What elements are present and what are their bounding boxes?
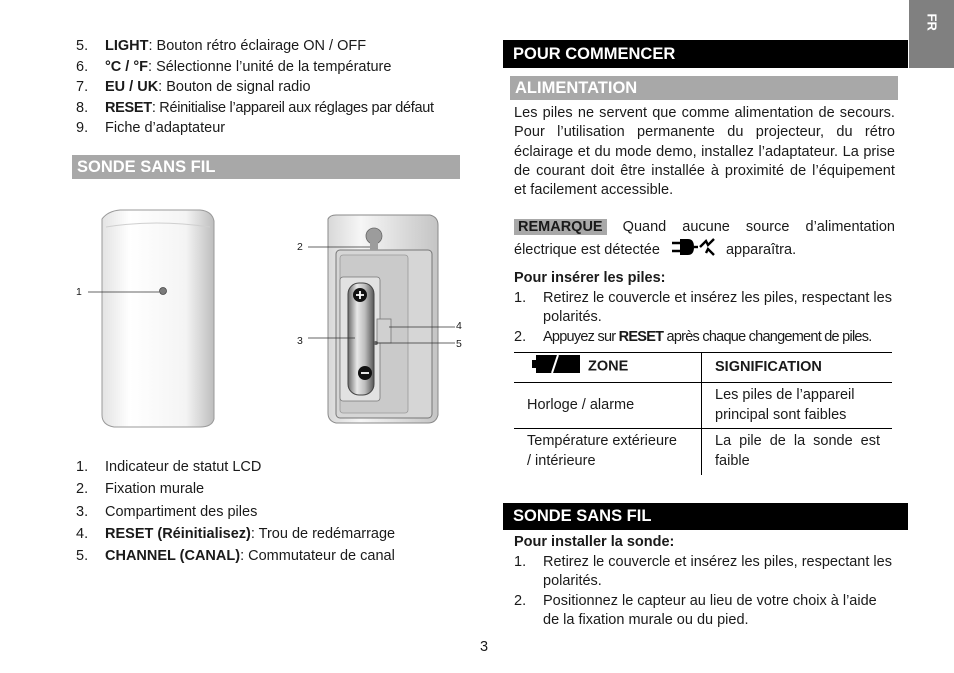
list-item: 2. Positionnez le capteur au lieu de votre choix à l’aide de la fixation murale ou du pied. xyxy=(514,592,877,628)
page-number: 3 xyxy=(480,639,489,655)
section-heading-power: ALIMENTATION xyxy=(510,76,898,100)
list-item: 7. EU / UK: Bouton de signal radio xyxy=(76,79,311,95)
figure-label-1: 1 xyxy=(76,286,82,298)
table-row: Température extérieure / intérieure La pile de la sonde est faible xyxy=(514,429,892,475)
remark-tag: REMARQUE xyxy=(514,219,607,235)
remark-paragraph: REMARQUE Quand aucune source d’alimentation électrique est détectée apparaîtra. xyxy=(514,218,895,264)
battery-indicator-table xyxy=(514,352,892,475)
figure-label-3: 3 xyxy=(297,335,303,347)
figure-label-4: 4 xyxy=(456,320,462,332)
battery-low-icon xyxy=(532,355,580,379)
list-item: 4. RESET (Réinitialisez): Trou de redémarrage xyxy=(76,525,396,542)
power-paragraph: Les piles ne servent que comme alimentation de secours. Pour l’utilisation permanente du projecteur, du rétro éclairage et du mode demo, installez l’adaptateur. La prise de courant doit être installée à proximité de l’équipement et facilement accessible. xyxy=(514,105,895,199)
list-item: 1. Retirez le couvercle et insérez les piles, respectant les polarités. xyxy=(514,554,892,590)
top-feature-list xyxy=(76,36,434,139)
list-item: 1. Retirez le couvercle et insérez les piles, respectant les polarités. xyxy=(514,290,892,326)
sensor-back xyxy=(328,215,438,423)
lcd-status-indicator-icon xyxy=(160,288,167,295)
table-row: Horloge / alarme Les piles de l’appareil principal sont faibles xyxy=(514,383,892,429)
list-item: 8. RESET: Réinitialise l’appareil aux réglages par défaut xyxy=(76,99,434,116)
sensor-illustration xyxy=(70,205,470,435)
language-tab xyxy=(909,0,954,68)
insert-batteries-steps xyxy=(514,289,895,347)
table-header-row xyxy=(514,353,892,383)
list-item: 1. Indicateur de statut LCD xyxy=(76,459,262,475)
install-sensor-steps xyxy=(514,553,895,630)
plug-icon xyxy=(670,237,716,263)
list-item: 5. LIGHT: Bouton rétro éclairage ON / OFF xyxy=(76,38,367,54)
sensor-parts-list xyxy=(76,456,395,567)
table-header-meaning: SIGNIFICATION xyxy=(715,358,822,375)
section-heading-sensor-right: SONDE SANS FIL xyxy=(503,503,908,530)
list-item: 6. °C / °F: Sélectionne l’unité de la température xyxy=(76,58,392,75)
language-tab-label: FR xyxy=(924,13,940,31)
section-heading-getting-started: POUR COMMENCER xyxy=(503,40,908,68)
list-item: 3. Compartiment des piles xyxy=(76,503,258,520)
list-item: 2. Fixation murale xyxy=(76,481,205,498)
install-sensor-title: Pour installer la sonde: xyxy=(514,534,675,550)
insert-batteries-title: Pour insérer les piles: xyxy=(514,270,666,286)
list-item: 2. Appuyez sur RESET après chaque changement de piles. xyxy=(514,328,872,345)
sensor-front xyxy=(102,210,214,427)
figure-label-5: 5 xyxy=(456,338,462,350)
channel-switch-icon xyxy=(377,319,391,343)
section-heading-sensor-left: SONDE SANS FIL xyxy=(72,155,460,179)
list-item: 5. CHANNEL (CANAL): Commutateur de canal xyxy=(76,548,395,565)
table-header-zone: ZONE xyxy=(588,358,629,375)
list-item: 9. Fiche d’adaptateur xyxy=(76,120,226,136)
figure-label-2: 2 xyxy=(297,241,303,253)
